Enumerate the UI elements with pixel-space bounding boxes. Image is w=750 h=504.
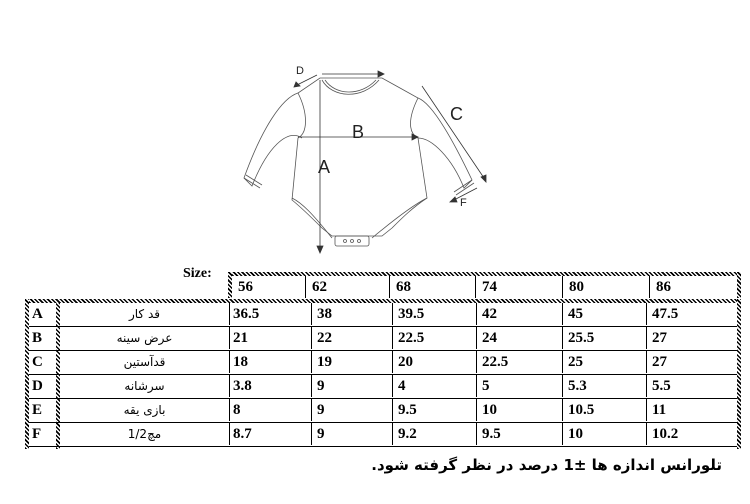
table-cell: 5 [477, 375, 563, 397]
table-cell: 9 [312, 423, 393, 445]
row-letter: C [32, 354, 43, 370]
label-c: C [450, 104, 463, 124]
label-a: A [318, 157, 331, 177]
table-cell: 5.5 [652, 378, 671, 394]
table-cell: 27 [652, 354, 667, 370]
table-cell: 18 [228, 351, 312, 373]
hatch-border [737, 299, 741, 449]
row-letter: F [32, 426, 42, 442]
size-header-cell: 62 [306, 276, 390, 298]
size-table [25, 299, 741, 449]
size-label: Size: [183, 266, 212, 281]
table-row [29, 303, 737, 327]
row-label: مچ1/2 [60, 423, 230, 445]
table-row [29, 399, 737, 423]
table-cell: 11 [652, 402, 667, 418]
hatch-border [737, 272, 741, 298]
table-cell: 22.5 [393, 327, 477, 349]
row-label: سرشانه [60, 375, 230, 397]
table-cell: 5.3 [563, 375, 647, 397]
table-cell: 22 [312, 327, 393, 349]
table-cell: 21 [228, 327, 312, 349]
label-f: F [460, 197, 467, 209]
table-cell: 39.5 [393, 303, 477, 325]
row-label: قدآستین [60, 351, 230, 373]
table-row [29, 351, 737, 375]
table-cell: 10 [563, 423, 647, 445]
table-cell: 19 [312, 351, 393, 373]
size-header-row [228, 272, 741, 299]
table-cell: 42 [477, 303, 563, 325]
table-cell: 38 [312, 303, 393, 325]
table-cell: 36.5 [228, 303, 312, 325]
row-letter: B [32, 330, 43, 346]
size-header-cell: 56 [232, 276, 306, 298]
row-letter: A [32, 306, 43, 322]
table-cell: 20 [393, 351, 477, 373]
size-header-cell: 74 [476, 276, 563, 298]
row-label: قد کار [60, 303, 230, 325]
table-cell: 22.5 [477, 351, 563, 373]
table-row [29, 423, 737, 447]
table-cell: 10.2 [652, 426, 679, 442]
label-b: B [352, 122, 365, 142]
size-header-cell: 68 [390, 276, 476, 298]
table-cell: 9 [312, 375, 393, 397]
table-cell: 24 [477, 327, 563, 349]
bodysuit-diagram [232, 58, 492, 262]
row-letter: E [32, 402, 43, 418]
table-cell: 9.5 [477, 423, 563, 445]
table-cell: 8.7 [228, 423, 312, 445]
row-label: عرض سینه [60, 327, 230, 349]
table-row [29, 375, 737, 399]
tolerance-note: تلورانس اندازه ها ±1 درصد در نظر گرفته شود. [371, 456, 722, 474]
table-cell: 8 [228, 399, 312, 421]
table-cell: 10 [477, 399, 563, 421]
row-label: بازی یقه [60, 399, 230, 421]
table-cell: 45 [563, 303, 647, 325]
table-cell: 9 [312, 399, 393, 421]
table-cell: 25 [563, 351, 647, 373]
table-cell: 4 [393, 375, 477, 397]
table-cell: 3.8 [228, 375, 312, 397]
row-letter: D [32, 378, 43, 394]
label-d: D [296, 65, 304, 77]
table-cell: 9.5 [393, 399, 477, 421]
table-cell: 27 [652, 330, 667, 346]
table-cell: 10.5 [563, 399, 647, 421]
table-cell: 47.5 [652, 306, 679, 322]
size-header-cell: 86 [656, 279, 671, 295]
table-cell: 25.5 [563, 327, 647, 349]
table-row [29, 327, 737, 351]
size-header-cell: 80 [563, 276, 650, 298]
table-cell: 9.2 [393, 423, 477, 445]
